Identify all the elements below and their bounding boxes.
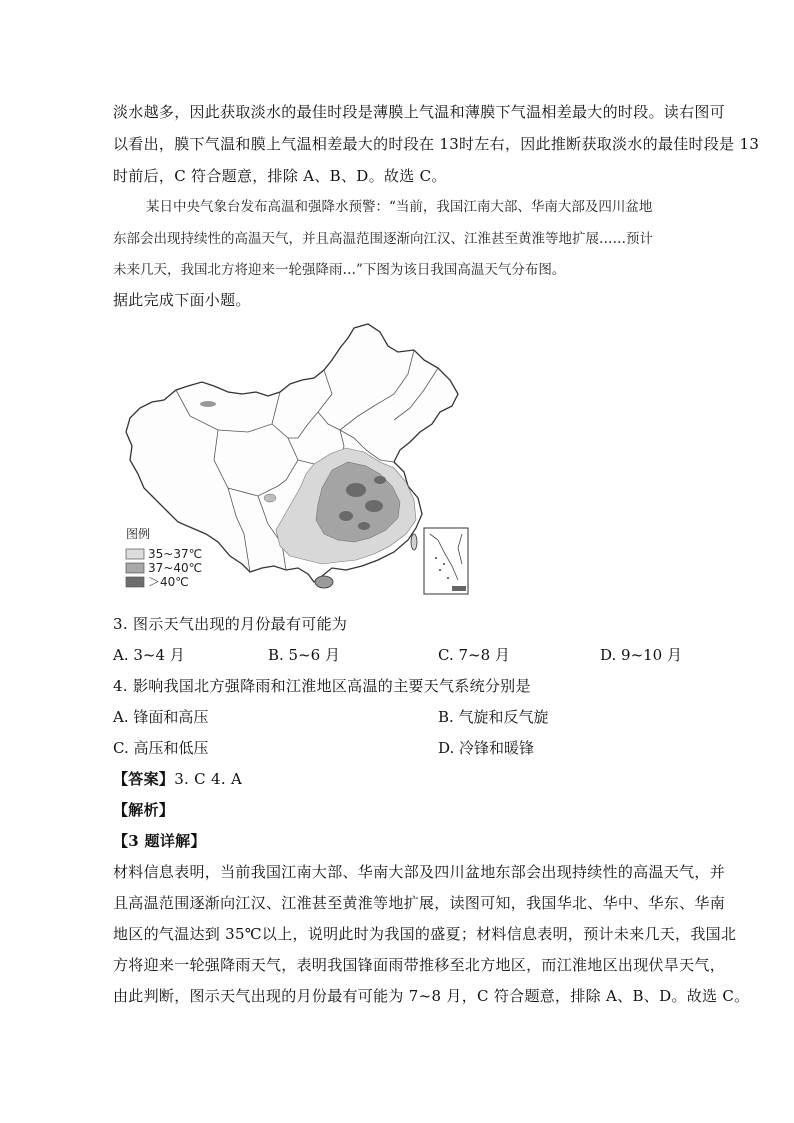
china-heat-map	[118, 320, 474, 598]
explanation-line: 由此判断，图示天气出现的月份最有可能为 7~8 月，C 符合题意，排除 A、B、D。故选 C。	[113, 987, 750, 1005]
quote-line: 未来几天，我国北方将迎来一轮强降雨…”下图为该日我国高温天气分布图。	[113, 262, 566, 278]
question-3-option-b: B. 5~6 月	[268, 646, 340, 664]
question-3-option-d: D. 9~10 月	[600, 646, 682, 664]
analysis-label: 【解析】	[113, 801, 175, 819]
legend-label-light: 35~37℃	[148, 547, 203, 561]
question-4-stem: 4. 影响我国北方强降雨和江淮地区高温的主要天气系统分别是	[113, 677, 531, 695]
question-3-stem: 3. 图示天气出现的月份最有可能为	[113, 615, 348, 633]
heat-patch-west	[200, 401, 216, 407]
intro-line: 据此完成下面小题。	[113, 291, 251, 309]
question-4-option-d: D. 冷锋和暖锋	[438, 739, 535, 757]
detail-3-label: 【3 题详解】	[113, 832, 206, 850]
legend-label-medium: 37~40℃	[148, 561, 203, 575]
quote-line: 某日中央气象台发布高温和强降水预警：“当前，我国江南大部、华南大部及四川盆地	[146, 199, 653, 215]
answer-label: 【答案】	[113, 770, 175, 788]
question-3-option-a: A. 3~4 月	[113, 646, 185, 664]
legend-swatch-dark	[126, 577, 144, 587]
taiwan-island	[411, 534, 417, 550]
paragraph-line: 以看出，膜下气温和膜上气温相差最大的时段在 13时左右，因此推断获取淡水的最佳时段是 13	[113, 135, 760, 153]
hainan-island	[315, 576, 333, 588]
explanation-line: 地区的气温达到 35℃以上，说明此时为我国的盛夏；材料信息表明，预计未来几天，我国北	[113, 925, 737, 943]
question-4-option-b: B. 气旋和反气旋	[438, 708, 549, 726]
explanation-line: 材料信息表明，当前我国江南大部、华南大部及四川盆地东部会出现持续性的高温天气，并	[113, 863, 726, 881]
question-4-option-c: C. 高压和低压	[113, 739, 209, 757]
explanation-line: 方将迎来一轮强降雨天气，表明我国锋面雨带推移至北方地区，而江淮地区出现伏旱天气，	[113, 956, 726, 974]
legend-title: 图例	[126, 527, 151, 541]
heat-patch-sichuan	[264, 494, 276, 502]
paragraph-line: 淡水越多，因此获取淡水的最佳时段是薄膜上气温和薄膜下气温相差最大的时段。读右图可	[113, 103, 726, 121]
question-4-option-a: A. 锋面和高压	[113, 708, 209, 726]
paragraph-line: 时前后，C 符合题意，排除 A、B、D。故选 C。	[113, 167, 447, 185]
legend-swatch-light	[126, 549, 144, 559]
legend-label-dark: ＞40℃	[148, 575, 189, 589]
explanation-line: 且高温范围逐渐向江汉、江淮甚至黄淮等地扩展，读图可知，我国华北、华中、华东、华南	[113, 894, 726, 912]
answer-line	[113, 769, 242, 789]
question-3-option-c: C. 7~8 月	[438, 646, 510, 664]
answer-text: 3. C 4. A	[174, 770, 243, 788]
quote-line: 东部会出现持续性的高温天气，并且高温范围逐渐向江汉、江淮甚至黄淮等地扩展……预计	[113, 231, 653, 247]
legend-swatch-medium	[126, 563, 144, 573]
